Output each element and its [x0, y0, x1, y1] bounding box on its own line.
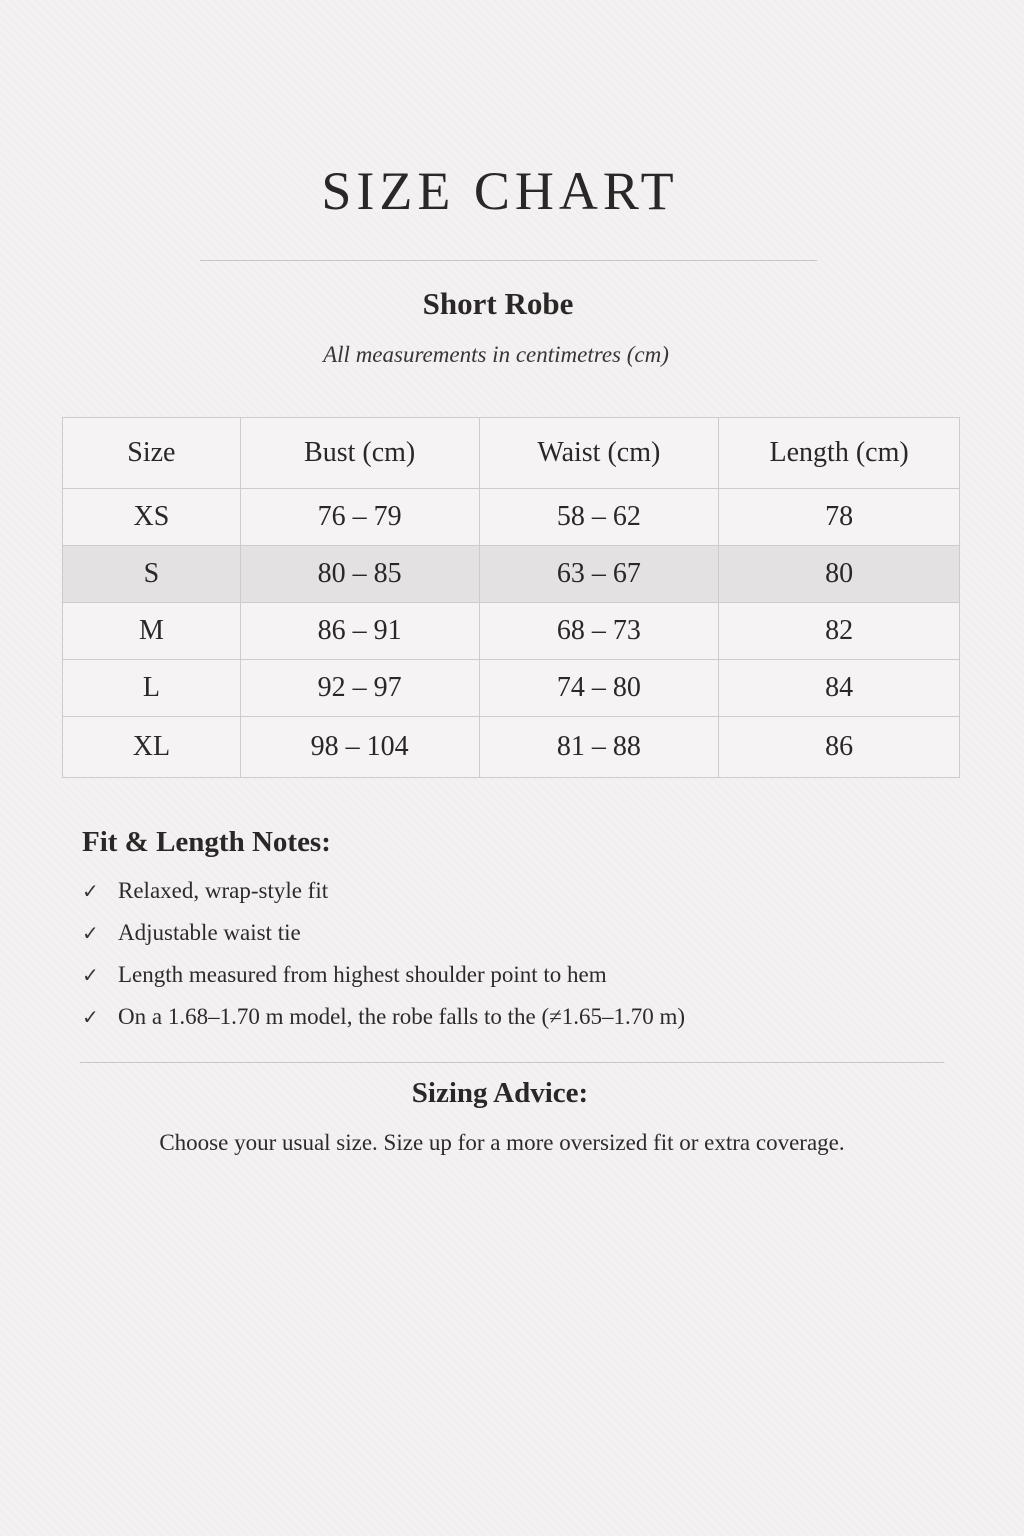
advice-text: Choose your usual size. Size up for a more oversized fit or extra coverage. [159, 1130, 845, 1155]
title-divider [200, 260, 817, 261]
note-text: Length measured from highest shoulder point to hem [118, 962, 607, 987]
product-name: Short Robe [422, 286, 574, 321]
check-icon: ✓ [82, 1006, 99, 1029]
size-cell: XS [63, 489, 241, 546]
table-row-highlighted [63, 546, 960, 603]
list-item [82, 996, 962, 1038]
check-icon: ✓ [82, 964, 99, 987]
column-header-waist: Waist (cm) [479, 418, 719, 489]
bust-cell: 92 – 97 [240, 660, 479, 717]
note-text: Relaxed, wrap-style fit [118, 878, 329, 903]
length-cell: 84 [719, 660, 960, 717]
column-header-size: Size [63, 418, 241, 489]
note-text: Adjustable waist tie [118, 920, 301, 945]
length-cell: 82 [719, 603, 960, 660]
table-row [63, 717, 960, 778]
waist-cell: 74 – 80 [479, 660, 719, 717]
note-text: On a 1.68–1.70 m model, the robe falls to the (≠1.65–1.70 m) [118, 1004, 686, 1029]
advice-heading: Sizing Advice: [411, 1077, 589, 1109]
bust-cell: 86 – 91 [240, 603, 479, 660]
bust-cell: 76 – 79 [240, 489, 479, 546]
list-item [82, 954, 962, 996]
check-icon: ✓ [82, 922, 99, 945]
size-cell: L [63, 660, 241, 717]
list-item [82, 870, 962, 912]
length-cell: 80 [719, 546, 960, 603]
page-title: SIZE CHART [321, 161, 679, 221]
waist-cell: 68 – 73 [479, 603, 719, 660]
size-cell: XL [63, 717, 241, 778]
size-table [62, 417, 960, 778]
notes-list [82, 870, 962, 1038]
list-item [82, 912, 962, 954]
length-cell: 86 [719, 717, 960, 778]
table-row [63, 489, 960, 546]
table-row [63, 660, 960, 717]
advice-divider [80, 1062, 944, 1063]
waist-cell: 58 – 62 [479, 489, 719, 546]
table-header-row [63, 418, 960, 489]
bust-cell: 80 – 85 [240, 546, 479, 603]
table-row [63, 603, 960, 660]
length-cell: 78 [719, 489, 960, 546]
waist-cell: 63 – 67 [479, 546, 719, 603]
bust-cell: 98 – 104 [240, 717, 479, 778]
column-header-length: Length (cm) [719, 418, 960, 489]
notes-heading: Fit & Length Notes: [82, 826, 331, 858]
column-header-bust: Bust (cm) [240, 418, 479, 489]
size-cell: M [63, 603, 241, 660]
size-cell: S [63, 546, 241, 603]
units-note: All measurements in centimetres (cm) [323, 342, 669, 367]
waist-cell: 81 – 88 [479, 717, 719, 778]
check-icon: ✓ [82, 880, 99, 903]
